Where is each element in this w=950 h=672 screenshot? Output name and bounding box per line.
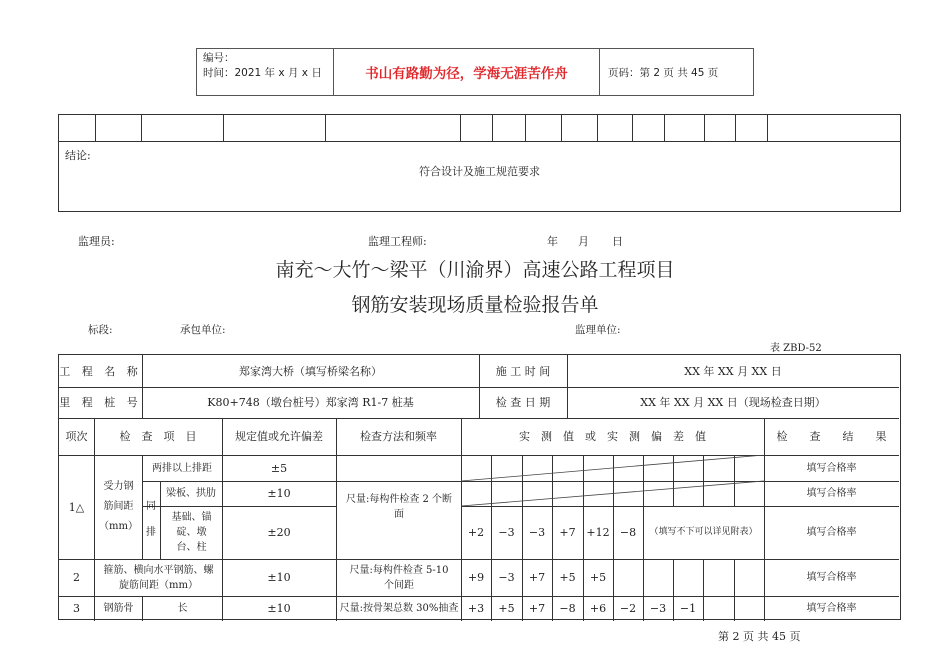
month-label: 月 xyxy=(578,235,589,248)
row3-value-2: +5 xyxy=(498,602,515,615)
row3-value-1: +3 xyxy=(467,602,485,615)
row3-spec: ±10 xyxy=(267,602,291,615)
col-method: 检查方法和频率 xyxy=(360,430,437,443)
project-name-value: 郑家湾大桥（填写桥梁名称） xyxy=(239,364,382,378)
row3-result: 填写合格率 xyxy=(806,603,857,614)
row1a-spec: ±5 xyxy=(270,461,288,475)
row1b-result: 填写合格率 xyxy=(806,488,857,499)
col-result: 检 查 结 果 xyxy=(776,430,887,443)
row3-method: 尺量:按骨架总数 30%抽查 xyxy=(339,603,459,614)
row2-no: 2 xyxy=(73,571,80,584)
col-no: 项次 xyxy=(65,430,88,443)
row3-value-3: +7 xyxy=(528,602,546,615)
row1c-spec: ±20 xyxy=(267,526,291,539)
time-text: 时间：2021 年 x 月 x 日 xyxy=(203,67,322,79)
row1c-value-5: +12 xyxy=(586,526,610,539)
row2-item: 箍筋、横向水平钢筋、螺旋筋间距（mm） xyxy=(103,564,214,591)
inspection-table xyxy=(58,354,901,620)
document-header xyxy=(196,48,754,96)
contractor-label: 承包单位: xyxy=(180,324,226,336)
row3-value-5: +6 xyxy=(589,602,607,615)
col-spec: 规定值或允许偏差 xyxy=(235,430,323,443)
row1c-item: 基础、锚碇、墩台、柱 xyxy=(171,512,212,553)
inspection-date-value: XX 年 XX 月 XX 日（现场检查日期） xyxy=(640,396,826,409)
row1b-item: 梁板、拱肋 xyxy=(166,488,216,499)
station-value: K80+748（墩台桩号）郑家湾 R1-7 桩基 xyxy=(207,396,414,409)
day-label: 日 xyxy=(612,235,623,248)
row1-method: 尺量:每构件检查 2 个断面 xyxy=(345,494,453,520)
row1a-item: 两排以上排距 xyxy=(152,462,212,474)
row2-value-2: −3 xyxy=(498,571,515,584)
supervisor-unit-label: 监理单位: xyxy=(575,324,621,336)
col-measured: 实 测 值 或 实 测 偏 差 值 xyxy=(519,430,706,443)
struck-cells xyxy=(461,455,764,506)
row1a-result: 填写合格率 xyxy=(806,462,857,474)
row1-group: 受力钢筋间距（mm） xyxy=(99,481,138,532)
row3-item-b: 长 xyxy=(177,603,188,614)
row3-value-6: −2 xyxy=(619,602,637,615)
motto: 书山有路勤为径，学海无涯苦作舟 xyxy=(334,49,600,95)
row1c-value-3: −3 xyxy=(528,526,546,539)
form-number: 表 ZBD-52 xyxy=(770,343,822,354)
row1c-value-4: +7 xyxy=(559,526,576,539)
inspection-date-label: 检 查 日 期 xyxy=(495,396,551,409)
row2-value-1: +9 xyxy=(467,571,485,584)
row3-value-4: −8 xyxy=(559,602,576,615)
station-label: 里 程 桩 号 xyxy=(59,396,142,409)
project-title: 南充～大竹～梁平（川渝界）高速公路工程项目 xyxy=(275,259,675,281)
row1c-value-1: +2 xyxy=(467,526,485,539)
row2-value-5: +5 xyxy=(589,571,607,584)
row1c-result: 填写合格率 xyxy=(806,527,857,538)
row3-no: 3 xyxy=(73,602,80,615)
row1-same-row: 同排 xyxy=(146,501,156,538)
row2-result: 填写合格率 xyxy=(806,572,857,583)
row1c-value-2: −3 xyxy=(498,526,515,539)
supervising-engineer-label: 监理工程师: xyxy=(368,235,427,248)
header-code-time xyxy=(197,49,334,95)
project-name-label: 工 程 名 称 xyxy=(59,364,142,378)
report-title: 钢筋安装现场质量检验报告单 xyxy=(351,294,599,316)
construction-time-value: XX 年 XX 月 XX 日 xyxy=(684,364,782,378)
page-footer: 第 2 页 共 45 页 xyxy=(718,630,801,643)
col-item: 检 查 项 目 xyxy=(119,430,197,443)
section-label: 标段: xyxy=(88,324,113,336)
row1b-spec: ±10 xyxy=(267,487,291,500)
code-label: 编号： xyxy=(203,52,235,64)
row2-value-3: +7 xyxy=(528,571,546,584)
page-code: 页码：第 2 页 共 45 页 xyxy=(608,66,719,79)
row3-item-a: 钢筋骨 xyxy=(103,603,134,614)
empty-data-row xyxy=(59,115,900,142)
conclusion-value: 符合设计及施工规范要求 xyxy=(419,165,540,178)
row1c-value-6: −8 xyxy=(619,526,637,539)
row1c-note: （填写不下可以详见附表） xyxy=(649,527,758,537)
row2-method: 尺量:每构件检查 5-10 个间距 xyxy=(349,564,449,591)
conclusion-table xyxy=(58,114,901,212)
row3-value-7: −3 xyxy=(649,602,667,615)
year-label: 年 xyxy=(547,235,558,248)
row2-spec: ±10 xyxy=(267,571,291,584)
construction-time-label: 施 工 时 间 xyxy=(495,364,551,378)
row2-value-4: +5 xyxy=(559,571,576,584)
row1-no: 1△ xyxy=(68,500,85,514)
conclusion-label: 结论: xyxy=(65,149,91,162)
supervisor-label: 监理员: xyxy=(78,235,115,248)
row3-value-8: −1 xyxy=(679,602,697,615)
